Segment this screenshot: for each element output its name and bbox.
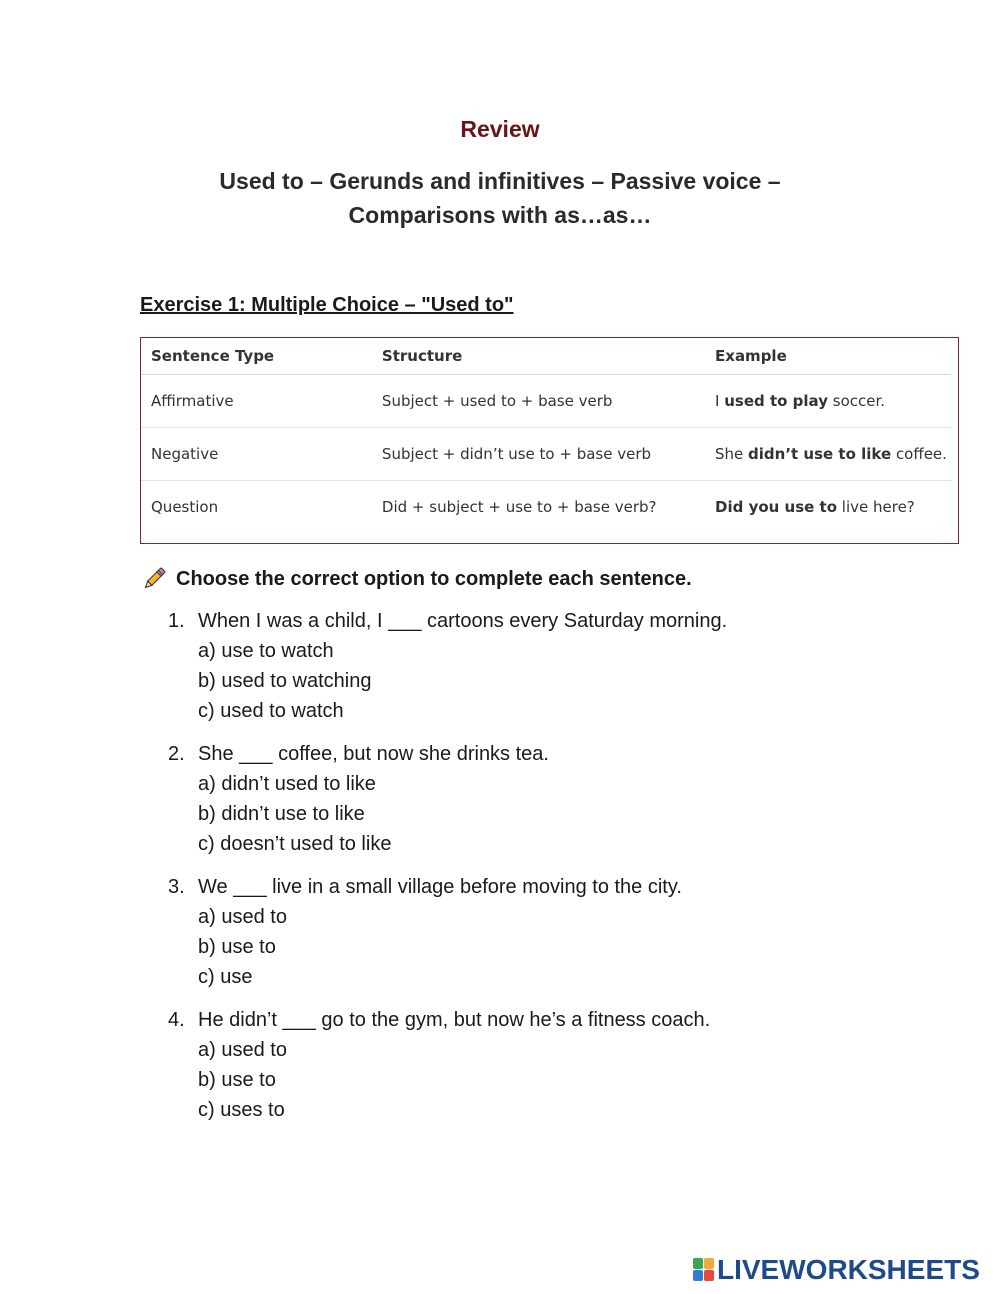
question-number: 4.: [168, 1009, 185, 1031]
instruction: [140, 565, 692, 593]
answer-option[interactable]: b) use to: [198, 1069, 276, 1091]
liveworksheets-logo[interactable]: [693, 1254, 980, 1286]
example-bold-text: didn’t use to like: [748, 445, 892, 463]
question-text: When I was a child, I ___ cartoons every Saturday morning.: [198, 610, 728, 632]
question-item: [168, 606, 727, 726]
answer-option[interactable]: c) uses to: [198, 1099, 285, 1121]
table-cell-type: Affirmative: [141, 375, 372, 428]
question-number: 1.: [168, 610, 185, 632]
example-text: soccer.: [827, 392, 886, 410]
answer-option[interactable]: c) used to watch: [198, 700, 344, 722]
table-cell-example: [705, 481, 951, 534]
answer-option[interactable]: b) didn’t use to like: [198, 803, 365, 825]
table-header-cell: Example: [705, 338, 951, 375]
table-cell-structure: Did + subject + use to + base verb?: [381, 498, 657, 516]
liveworksheets-logo-icon: [693, 1258, 715, 1282]
table-header-cell: Sentence Type: [141, 338, 372, 375]
question-text: He didn’t ___ go to the gym, but now he’s a fitness coach.: [198, 1009, 711, 1031]
question-item: [168, 1005, 727, 1125]
logo-text: LIVEWORKSHEETS: [717, 1254, 980, 1285]
subtitle-line-1: Used to – Gerunds and infinitives – Passive voice –: [219, 168, 781, 194]
example-bold-text: Did you use to: [715, 498, 838, 516]
answer-option[interactable]: a) use to watch: [198, 640, 334, 662]
table-cell-type: Negative: [141, 428, 372, 481]
answer-option[interactable]: c) use: [198, 966, 253, 988]
table-cell-structure: Subject + didn’t use to + base verb: [372, 428, 705, 481]
table-row: [141, 481, 951, 534]
answer-option[interactable]: c) doesn’t used to like: [198, 833, 392, 855]
table-header-row: [141, 338, 951, 375]
table-cell-structure: Subject + used to + base verb: [372, 375, 705, 428]
answer-option[interactable]: a) didn’t used to like: [198, 773, 376, 795]
page-subtitle: [150, 164, 850, 232]
question-text: She ___ coffee, but now she drinks tea.: [198, 743, 549, 765]
subtitle-line-2: Comparisons with as…as…: [348, 202, 652, 228]
answer-option[interactable]: a) used to: [198, 1039, 287, 1061]
example-bold-text: used to play: [724, 392, 828, 410]
page-title: Review: [460, 116, 540, 142]
table-cell-example: [705, 375, 951, 428]
instruction-text: Choose the correct option to complete each sentence.: [176, 567, 692, 590]
question-number: 3.: [168, 876, 185, 898]
table-row: [141, 375, 951, 428]
table-cell-type: Question: [151, 498, 219, 516]
answer-option[interactable]: b) used to watching: [198, 670, 372, 692]
question-item: [168, 872, 727, 992]
table-cell-example: [705, 428, 951, 481]
exercise-heading: Exercise 1: Multiple Choice – "Used to": [140, 294, 514, 316]
question-list: [168, 606, 727, 1138]
example-text: I: [715, 392, 725, 410]
question-item: [168, 739, 727, 859]
grammar-table-box: [140, 337, 959, 544]
table-header-cell: Structure: [372, 338, 705, 375]
table-row: [141, 428, 951, 481]
example-text: live here?: [837, 498, 915, 516]
question-number: 2.: [168, 743, 185, 765]
pencil-icon: [140, 565, 168, 593]
question-text: We ___ live in a small village before moving to the city.: [198, 876, 682, 898]
grammar-table: [141, 338, 951, 533]
example-text: She: [715, 445, 749, 463]
answer-option[interactable]: a) used to: [198, 906, 287, 928]
answer-option[interactable]: b) use to: [198, 936, 276, 958]
example-text: coffee.: [891, 445, 947, 463]
